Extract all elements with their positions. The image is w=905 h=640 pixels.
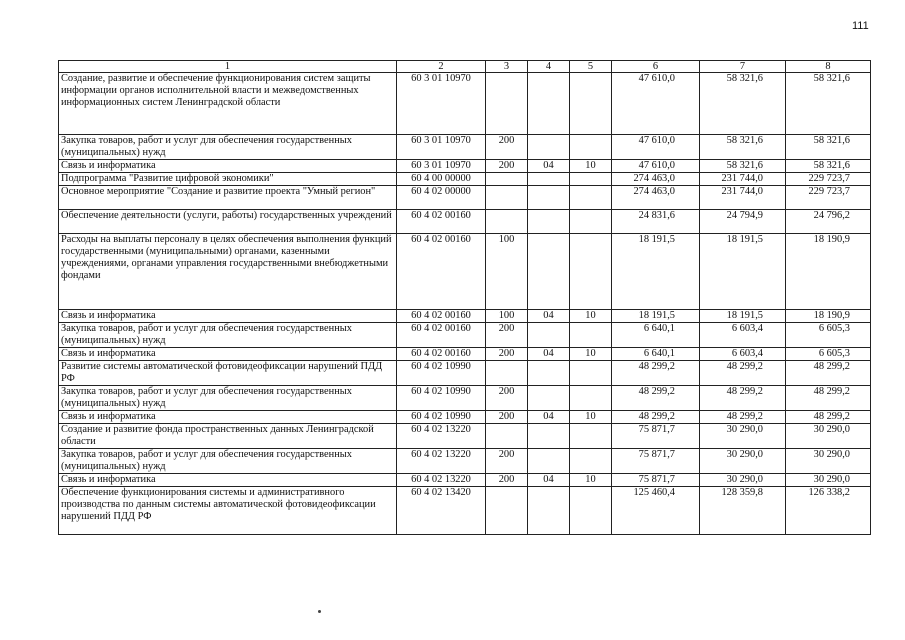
- target-code-cell: 60 4 02 00000: [397, 186, 486, 210]
- row-name-cell: Связь и информатика: [59, 474, 397, 487]
- amount-year2-cell: 231 744,0: [700, 173, 786, 186]
- target-code-cell: 60 4 02 10990: [397, 361, 486, 386]
- section-cell: [528, 487, 570, 535]
- amount-year1-cell: 48 299,2: [612, 411, 700, 424]
- amount-year3-cell: 229 723,7: [786, 186, 871, 210]
- amount-year3-cell: 48 299,2: [786, 386, 871, 411]
- amount-year3-cell: 30 290,0: [786, 474, 871, 487]
- row-name-cell: Обеспечение деятельности (услуги, работы) государственных учреждений: [59, 210, 397, 234]
- target-code-cell: 60 4 02 10990: [397, 411, 486, 424]
- table-row: [59, 234, 871, 310]
- subsection-cell: [570, 73, 612, 135]
- amount-year3-cell: 48 299,2: [786, 411, 871, 424]
- section-cell: [528, 210, 570, 234]
- expense-type-cell: 100: [486, 310, 528, 323]
- amount-year1-cell: 48 299,2: [612, 386, 700, 411]
- amount-year2-cell: 30 290,0: [700, 474, 786, 487]
- subsection-cell: [570, 173, 612, 186]
- row-name-cell: Закупка товаров, работ и услуг для обеспечения государственных (муниципальных) нужд: [59, 323, 397, 348]
- expense-type-cell: [486, 210, 528, 234]
- amount-year1-cell: 6 640,1: [612, 348, 700, 361]
- expense-type-cell: 200: [486, 411, 528, 424]
- section-cell: [528, 323, 570, 348]
- amount-year2-cell: 18 191,5: [700, 234, 786, 310]
- amount-year3-cell: 58 321,6: [786, 73, 871, 135]
- subsection-cell: [570, 135, 612, 160]
- subsection-cell: 10: [570, 310, 612, 323]
- table-row: [59, 424, 871, 449]
- amount-year1-cell: 47 610,0: [612, 160, 700, 173]
- table-row: [59, 487, 871, 535]
- amount-year3-cell: 30 290,0: [786, 424, 871, 449]
- amount-year2-cell: 231 744,0: [700, 186, 786, 210]
- expense-type-cell: [486, 424, 528, 449]
- column-header: 4: [528, 61, 570, 73]
- target-code-cell: 60 4 02 00160: [397, 310, 486, 323]
- amount-year2-cell: 58 321,6: [700, 73, 786, 135]
- row-name-cell: Закупка товаров, работ и услуг для обеспечения государственных (муниципальных) нужд: [59, 386, 397, 411]
- amount-year1-cell: 125 460,4: [612, 487, 700, 535]
- section-cell: [528, 135, 570, 160]
- table-row: [59, 73, 871, 135]
- target-code-cell: 60 3 01 10970: [397, 135, 486, 160]
- amount-year2-cell: 18 191,5: [700, 310, 786, 323]
- target-code-cell: 60 4 02 13220: [397, 474, 486, 487]
- amount-year3-cell: 48 299,2: [786, 361, 871, 386]
- row-name-cell: Создание, развитие и обеспечение функционирования систем защиты информации органов исполнительной власти и межведомственных информационных систем Ленинградской области: [59, 73, 397, 135]
- target-code-cell: 60 4 00 00000: [397, 173, 486, 186]
- amount-year1-cell: 47 610,0: [612, 73, 700, 135]
- row-name-cell: Связь и информатика: [59, 310, 397, 323]
- expense-type-cell: 200: [486, 160, 528, 173]
- table-row: [59, 474, 871, 487]
- table-row: [59, 361, 871, 386]
- section-cell: 04: [528, 474, 570, 487]
- subsection-cell: [570, 186, 612, 210]
- subsection-cell: [570, 210, 612, 234]
- amount-year2-cell: 128 359,8: [700, 487, 786, 535]
- table-row: [59, 449, 871, 474]
- amount-year3-cell: 18 190,9: [786, 310, 871, 323]
- amount-year1-cell: 18 191,5: [612, 234, 700, 310]
- page-number: 111: [852, 20, 869, 32]
- section-cell: [528, 173, 570, 186]
- amount-year1-cell: 75 871,7: [612, 474, 700, 487]
- row-name-cell: Развитие системы автоматической фотовидеофиксации нарушений ПДД РФ: [59, 361, 397, 386]
- expense-type-cell: 200: [486, 135, 528, 160]
- expense-type-cell: [486, 173, 528, 186]
- target-code-cell: 60 3 01 10970: [397, 160, 486, 173]
- amount-year2-cell: 48 299,2: [700, 411, 786, 424]
- amount-year2-cell: 30 290,0: [700, 424, 786, 449]
- header-row: [59, 61, 871, 73]
- table-row: [59, 310, 871, 323]
- subsection-cell: [570, 424, 612, 449]
- section-cell: [528, 424, 570, 449]
- subsection-cell: 10: [570, 348, 612, 361]
- amount-year2-cell: 6 603,4: [700, 323, 786, 348]
- amount-year1-cell: 75 871,7: [612, 449, 700, 474]
- subsection-cell: [570, 386, 612, 411]
- table-row: [59, 210, 871, 234]
- row-name-cell: Связь и информатика: [59, 348, 397, 361]
- amount-year2-cell: 6 603,4: [700, 348, 786, 361]
- table-row: [59, 186, 871, 210]
- column-header: 1: [59, 61, 397, 73]
- target-code-cell: 60 4 02 10990: [397, 386, 486, 411]
- target-code-cell: 60 4 02 00160: [397, 210, 486, 234]
- row-name-cell: Закупка товаров, работ и услуг для обеспечения государственных (муниципальных) нужд: [59, 135, 397, 160]
- amount-year3-cell: 6 605,3: [786, 323, 871, 348]
- row-name-cell: Обеспечение функционирования системы и административного производства по данным системы автоматической фотовидеофиксации нарушений ПДД РФ: [59, 487, 397, 535]
- table-row: [59, 348, 871, 361]
- amount-year1-cell: 18 191,5: [612, 310, 700, 323]
- budget-table: [58, 60, 871, 535]
- section-cell: 04: [528, 348, 570, 361]
- column-header: 5: [570, 61, 612, 73]
- amount-year2-cell: 58 321,6: [700, 160, 786, 173]
- subsection-cell: 10: [570, 160, 612, 173]
- table-row: [59, 323, 871, 348]
- amount-year3-cell: 18 190,9: [786, 234, 871, 310]
- subsection-cell: [570, 361, 612, 386]
- section-cell: [528, 186, 570, 210]
- subsection-cell: [570, 323, 612, 348]
- amount-year1-cell: 47 610,0: [612, 135, 700, 160]
- amount-year2-cell: 48 299,2: [700, 361, 786, 386]
- section-cell: [528, 361, 570, 386]
- section-cell: [528, 386, 570, 411]
- amount-year3-cell: 126 338,2: [786, 487, 871, 535]
- section-cell: 04: [528, 160, 570, 173]
- amount-year2-cell: 58 321,6: [700, 135, 786, 160]
- amount-year2-cell: 48 299,2: [700, 386, 786, 411]
- target-code-cell: 60 4 02 13420: [397, 487, 486, 535]
- expense-type-cell: [486, 487, 528, 535]
- table-row: [59, 386, 871, 411]
- amount-year3-cell: 58 321,6: [786, 160, 871, 173]
- section-cell: 04: [528, 411, 570, 424]
- expense-type-cell: 200: [486, 474, 528, 487]
- amount-year3-cell: 6 605,3: [786, 348, 871, 361]
- target-code-cell: 60 3 01 10970: [397, 73, 486, 135]
- amount-year1-cell: 24 831,6: [612, 210, 700, 234]
- subsection-cell: [570, 234, 612, 310]
- section-cell: [528, 234, 570, 310]
- subsection-cell: 10: [570, 411, 612, 424]
- column-header: 2: [397, 61, 486, 73]
- column-header: 6: [612, 61, 700, 73]
- amount-year3-cell: 58 321,6: [786, 135, 871, 160]
- subsection-cell: [570, 449, 612, 474]
- amount-year2-cell: 24 794,9: [700, 210, 786, 234]
- row-name-cell: Основное мероприятие "Создание и развитие проекта "Умный регион": [59, 186, 397, 210]
- amount-year3-cell: 30 290,0: [786, 449, 871, 474]
- scan-dot: [318, 610, 321, 613]
- section-cell: 04: [528, 310, 570, 323]
- amount-year2-cell: 30 290,0: [700, 449, 786, 474]
- amount-year3-cell: 229 723,7: [786, 173, 871, 186]
- expense-type-cell: 200: [486, 323, 528, 348]
- target-code-cell: 60 4 02 00160: [397, 323, 486, 348]
- expense-type-cell: 100: [486, 234, 528, 310]
- amount-year1-cell: 75 871,7: [612, 424, 700, 449]
- column-header: 8: [786, 61, 871, 73]
- expense-type-cell: [486, 186, 528, 210]
- expense-type-cell: [486, 73, 528, 135]
- section-cell: [528, 73, 570, 135]
- row-name-cell: Создание и развитие фонда пространственных данных Ленинградской области: [59, 424, 397, 449]
- table-row: [59, 160, 871, 173]
- column-header: 3: [486, 61, 528, 73]
- amount-year1-cell: 6 640,1: [612, 323, 700, 348]
- table-row: [59, 173, 871, 186]
- expense-type-cell: 200: [486, 449, 528, 474]
- target-code-cell: 60 4 02 13220: [397, 424, 486, 449]
- target-code-cell: 60 4 02 00160: [397, 234, 486, 310]
- section-cell: [528, 449, 570, 474]
- amount-year1-cell: 48 299,2: [612, 361, 700, 386]
- target-code-cell: 60 4 02 13220: [397, 449, 486, 474]
- amount-year3-cell: 24 796,2: [786, 210, 871, 234]
- subsection-cell: 10: [570, 474, 612, 487]
- column-header: 7: [700, 61, 786, 73]
- subsection-cell: [570, 487, 612, 535]
- table-row: [59, 135, 871, 160]
- table-row: [59, 411, 871, 424]
- row-name-cell: Связь и информатика: [59, 411, 397, 424]
- amount-year1-cell: 274 463,0: [612, 173, 700, 186]
- row-name-cell: Связь и информатика: [59, 160, 397, 173]
- row-name-cell: Закупка товаров, работ и услуг для обеспечения государственных (муниципальных) нужд: [59, 449, 397, 474]
- target-code-cell: 60 4 02 00160: [397, 348, 486, 361]
- amount-year1-cell: 274 463,0: [612, 186, 700, 210]
- table-body: [59, 73, 871, 535]
- expense-type-cell: [486, 361, 528, 386]
- row-name-cell: Расходы на выплаты персоналу в целях обеспечения выполнения функций государственными (муниципальными) органами, казенными учреждениями, органами управления государственными внебюджетными фондами: [59, 234, 397, 310]
- expense-type-cell: 200: [486, 386, 528, 411]
- expense-type-cell: 200: [486, 348, 528, 361]
- row-name-cell: Подпрограмма "Развитие цифровой экономики": [59, 173, 397, 186]
